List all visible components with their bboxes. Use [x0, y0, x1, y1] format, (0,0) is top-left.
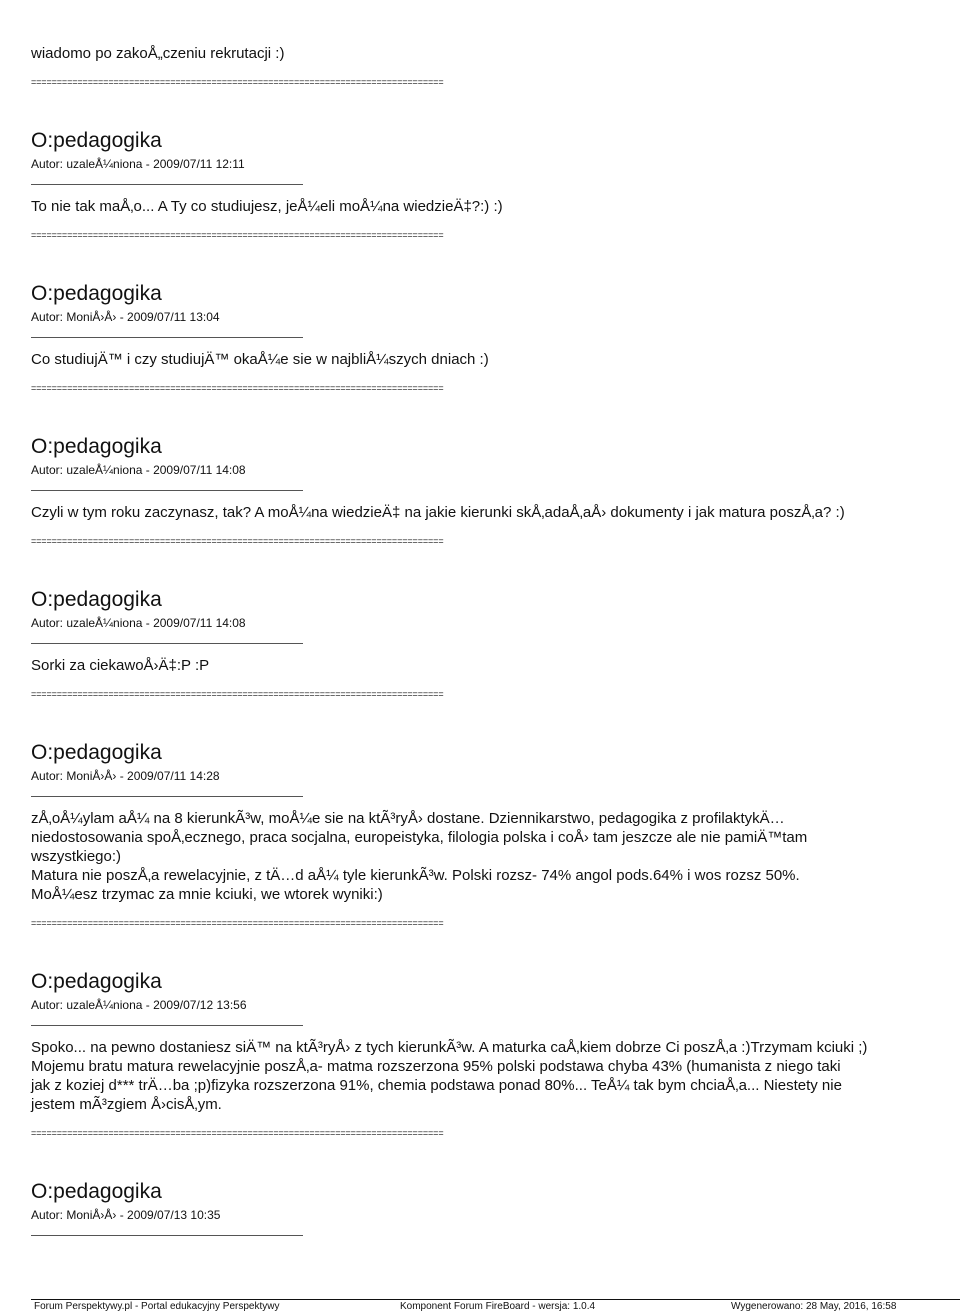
post-author-date: Autor: uzaleÅ¼niona - 2009/07/11 14:08 — [31, 616, 246, 630]
forum-post — [31, 435, 956, 547]
post-separator: ================================================================================ — [31, 77, 444, 87]
forum-post — [31, 588, 956, 700]
post-author-date: Autor: MoniÅ›Å› - 2009/07/11 13:04 — [31, 310, 220, 324]
post-divider — [31, 490, 303, 491]
forum-post — [31, 741, 956, 929]
forum-post — [31, 282, 956, 394]
post-divider — [31, 337, 303, 338]
page-footer — [31, 1299, 960, 1315]
post-body: Sorki za ciekawoÅ›Ä‡:P :P — [31, 657, 210, 674]
footer-site-name: Forum Perspektywy.pl - Portal edukacyjny Perspektywy — [34, 1301, 280, 1312]
post-separator: ================================================================================ — [31, 383, 444, 393]
post-subject: O:pedagogika — [31, 435, 162, 458]
post-author-date: Autor: uzaleÅ¼niona - 2009/07/11 14:08 — [31, 463, 246, 477]
post-separator: ================================================================================ — [31, 536, 444, 546]
post-subject: O:pedagogika — [31, 282, 162, 305]
post-author-date: Autor: MoniÅ›Å› - 2009/07/11 14:28 — [31, 769, 220, 783]
post-subject: O:pedagogika — [31, 970, 162, 993]
footer-generated-date: Wygenerowano: 28 May, 2016, 16:58 — [731, 1301, 897, 1312]
forum-thread — [31, 44, 956, 1236]
post-body: To nie tak maÅ‚o... A Ty co studiujesz, jeÅ¼eli moÅ¼na wiedzieÄ‡?:) :) — [31, 198, 503, 215]
footer-component-version: Komponent Forum FireBoard - wersja: 1.0.4 — [400, 1301, 596, 1312]
post-separator: ================================================================================ — [31, 1128, 444, 1138]
forum-post — [31, 970, 956, 1139]
post-body: zÅ‚oÅ¼ylam aÅ¼ na 8 kierunkÃ³w, moÅ¼e sie na ktÃ³ryÅ› dostane. Dziennikarstwo, pedagogika z profilaktykÄ… niedostosowania spoÅ‚ecznego, praca socjalna, europeistyka, filologia polska i coÅ› tam jeszcze ale nie pamiÄ™tam wszystkiego:) Matura nie poszÅ‚a rewelacyjnie, z tÄ…d aÅ¼ tyle kierunkÃ³w. Polski rozsz- 74% angol pods.64% i wos rozsz 50%. MoÅ¼esz trzymac za mnie kciuki, we wtorek wyniki:) — [31, 810, 808, 903]
post-subject: O:pedagogika — [31, 741, 162, 764]
post-author-date: Autor: uzaleÅ¼niona - 2009/07/11 12:11 — [31, 157, 245, 171]
post-body-intro: wiadomo po zakoÅ„czeniu rekrutacji :) — [31, 45, 285, 62]
post-subject: O:pedagogika — [31, 1180, 162, 1203]
post-subject: O:pedagogika — [31, 588, 162, 611]
post-divider — [31, 1235, 303, 1236]
post-body: Czyli w tym roku zaczynasz, tak? A moÅ¼na wiedzieÄ‡ na jakie kierunki skÅ‚adaÅ‚aÅ› dokumenty i jak matura poszÅ‚a? :) — [31, 504, 845, 521]
post-separator: ================================================================================ — [31, 689, 444, 699]
post-body: Co studiujÄ™ i czy studiujÄ™ okaÅ¼e sie w najbliÅ¼szych dniach :) — [31, 351, 489, 368]
forum-post — [31, 129, 956, 241]
post-divider — [31, 796, 303, 797]
post-author-date: Autor: MoniÅ›Å› - 2009/07/13 10:35 — [31, 1208, 221, 1222]
post-body: Spoko... na pewno dostaniesz siÄ™ na ktÃ³ryÅ› z tych kierunkÃ³w. A maturka caÅ‚kiem dobrze Ci poszÅ‚a :)Trzymam kciuki ;) Mojemu bratu matura rewelacyjnie poszÅ‚a- matma rozszerzona 95% polski podstawa chyba 43% (humanista z niego taki jak z koziej d*** trÄ…ba ;p)fizyka rozszerzona 91%, chemia podstawa ponad 80%... TeÅ¼ tak bym chciaÅ‚a... Niestety nie jestem mÃ³zgiem Å›cisÅ‚ym. — [31, 1039, 868, 1113]
post-separator: ================================================================================ — [31, 230, 444, 240]
post-author-date: Autor: uzaleÅ¼niona - 2009/07/12 13:56 — [31, 998, 247, 1012]
post-divider — [31, 1025, 303, 1026]
post-divider — [31, 643, 303, 644]
post-divider — [31, 184, 303, 185]
post-subject: O:pedagogika — [31, 129, 162, 152]
post-separator: ================================================================================ — [31, 918, 444, 928]
forum-post — [31, 1180, 956, 1236]
